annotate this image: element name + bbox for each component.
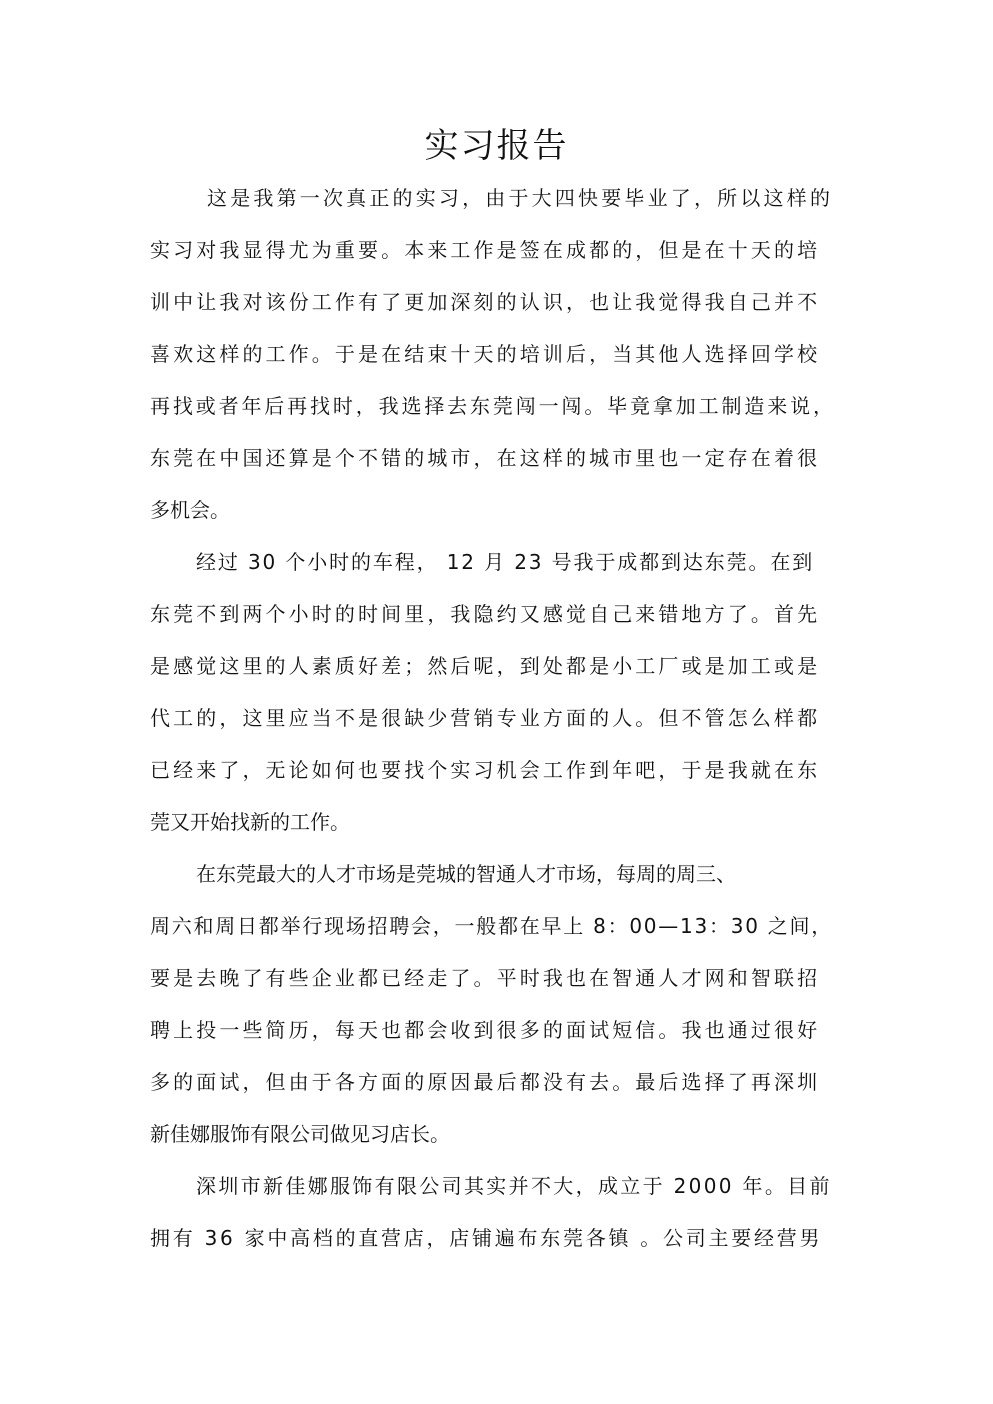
paragraph-line: 拥有 36 家中高档的直营店，店铺遍布东莞各镇 。公司主要经营男 xyxy=(150,1226,823,1250)
paragraph-line: 实习对我显得尤为重要。本来工作是签在成都的，但是在十天的培 xyxy=(150,238,821,262)
paragraph-line: 在东莞最大的人才市场是莞城的智通人才市场，每周的周三、 xyxy=(196,862,736,886)
paragraph-line: 这是我第一次真正的实习，由于大四快要毕业了，所以这样的 xyxy=(207,186,834,210)
paragraph-line: 要是去晚了有些企业都已经走了。平时我也在智通人才网和智联招 xyxy=(150,966,821,990)
paragraph-line: 聘上投一些简历，每天也都会收到很多的面试短信。我也通过很好 xyxy=(150,1018,821,1042)
document-title: 实习报告 xyxy=(424,126,569,166)
paragraph-line: 喜欢这样的工作。于是在结束十天的培训后，当其他人选择回学校 xyxy=(150,342,821,366)
paragraph-line: 多的面试，但由于各方面的原因最后都没有去。最后选择了再深圳 xyxy=(150,1070,821,1094)
paragraph-line: 周六和周日都举行现场招聘会，一般都在早上 8：00—13：30 之间， xyxy=(150,914,834,938)
paragraph-line: 训中让我对该份工作有了更加深刻的认识，也让我觉得我自己并不 xyxy=(150,290,821,314)
paragraph-line: 代工的，这里应当不是很缺少营销专业方面的人。但不管怎么样都 xyxy=(150,706,821,730)
paragraph-line: 莞又开始找新的工作。 xyxy=(150,810,350,834)
paragraph-line: 多机会。 xyxy=(150,498,230,522)
paragraph-line: 东莞不到两个小时的时间里，我隐约又感觉自己来错地方了。首先 xyxy=(150,602,821,626)
paragraph-line: 再找或者年后再找时，我选择去东莞闯一闯。毕竟拿加工制造来说， xyxy=(150,394,836,418)
paragraph-line: 东莞在中国还算是个不错的城市，在这样的城市里也一定存在着很 xyxy=(150,446,821,470)
paragraph-line: 经过 30 个小时的车程， 12 月 23 号我于成都到达东莞。在到 xyxy=(196,550,815,574)
paragraph-line: 新佳娜服饰有限公司做见习店长。 xyxy=(150,1122,450,1146)
paragraph-line: 已经来了，无论如何也要找个实习机会工作到年吧，于是我就在东 xyxy=(150,758,821,782)
paragraph-line: 深圳市新佳娜服饰有限公司其实并不大，成立于 2000 年。目前 xyxy=(196,1174,832,1198)
paragraph-line: 是感觉这里的人素质好差；然后呢，到处都是小工厂或是加工或是 xyxy=(150,654,821,678)
